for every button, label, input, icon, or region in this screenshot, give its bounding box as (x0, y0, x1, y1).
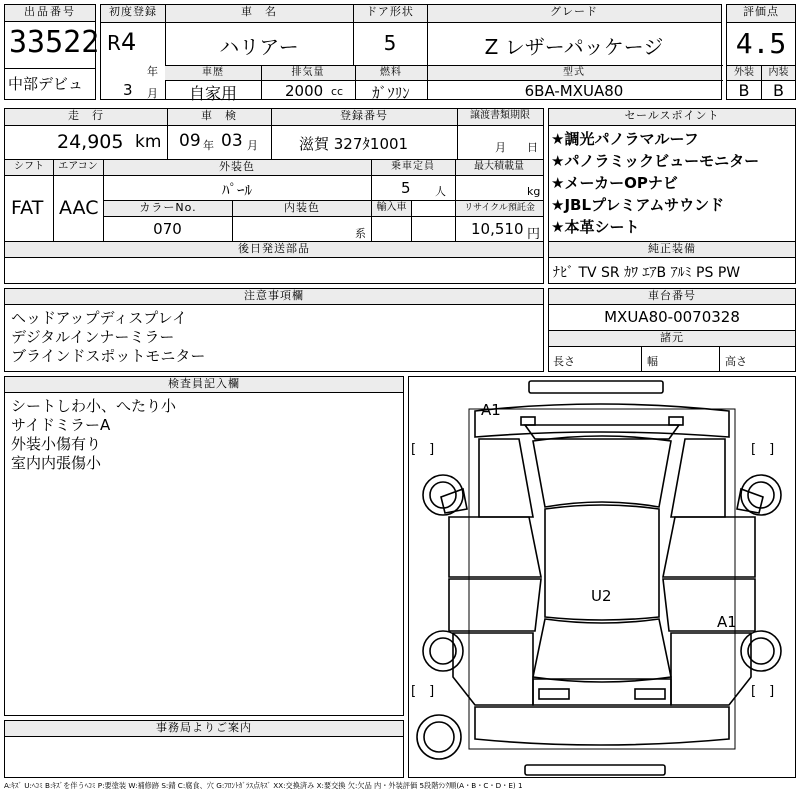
model-code: 6BA-MXUA80 (524, 82, 624, 100)
max-load-unit: kg (527, 185, 541, 198)
mileage-label: 走 行 (5, 109, 167, 125)
displacement-unit: cc (331, 85, 344, 98)
color-no-label: カラーNo. (104, 201, 232, 216)
exterior-grade: B (738, 81, 750, 100)
chassis-number: MXUA80-0070328 (604, 308, 740, 326)
damage-mark-u2: U2 (591, 587, 612, 605)
venue: 中部デビュ (8, 75, 84, 93)
reg-no-label: 登録番号 (271, 109, 457, 125)
recycle: 10,510 (471, 220, 524, 238)
damage-mark-a1-front: A1 (481, 401, 501, 419)
color: ﾊﾟｰﾙ (221, 181, 252, 199)
length-label: 長さ (553, 355, 575, 368)
office-box (4, 720, 404, 778)
sales-point-item: ★JBLプレミアムサウンド (551, 196, 725, 214)
inspector-line: 室内内張傷小 (11, 454, 102, 472)
door-label: ドア形状 (353, 5, 427, 22)
sales-points-label: セールスポイント (549, 109, 795, 125)
capacity-label: 乗車定員 (371, 160, 455, 175)
fuel-label: 燃料 (355, 66, 427, 80)
legend: A:ｷｽﾞ U:ﾍｺﾐ B:ｷｽﾞを伴うﾍｺﾐ P:要塗装 W:補修跡 S:錆 C:腐食、穴 G:ﾌﾛﾝﾄｶﾞﾗｽ点ｷｽﾞ XX:交換済み X:要交換 欠:欠品 内・外装評価 5段階ﾗﾝｸ順(A・B・C・D・E) 1 (4, 781, 523, 790)
chassis-box (548, 288, 796, 372)
ac: AAC (59, 197, 99, 219)
era: R (107, 31, 121, 55)
inspection-year: 09 (179, 131, 201, 151)
car-diagram-box (408, 376, 796, 778)
score-label: 評価点 (727, 5, 795, 22)
equipment: ﾅﾋﾞ TV SR ｶﾜ ｴｱB ｱﾙﾐ PS PW (553, 265, 741, 281)
note-line: デジタルインナーミラー (11, 328, 175, 346)
max-load-label: 最大積載量 (455, 160, 543, 175)
office-label: 事務局よりご案内 (5, 721, 403, 736)
notes-box (4, 288, 544, 372)
recycle-unit: 円 (527, 227, 541, 242)
reg-no: 滋賀 327ﾀ1001 (299, 135, 409, 153)
history: 自家用 (188, 84, 237, 103)
lot-no-label: 出品番号 (5, 5, 95, 22)
bracket-right-front: [ ] (751, 442, 775, 457)
displacement-label: 排気量 (261, 66, 355, 80)
month-unit: 月 (147, 87, 158, 100)
sales-points-list (551, 128, 759, 238)
inspector-line: サイドミラーA (11, 416, 111, 434)
sales-point-item: ★メーカーOPナビ (551, 174, 678, 192)
sales-points-box (548, 108, 796, 284)
inspection-year-unit: 年 (203, 139, 214, 152)
fuel: ｶﾞｿﾘﾝ (372, 84, 410, 102)
inspection-label: 車 検 (167, 109, 271, 125)
transfer-month-unit: 月 (495, 141, 506, 154)
bracket-left-front: [ ] (411, 442, 435, 457)
sales-point-item: ★本革シート (551, 218, 640, 236)
grade: Z レザーパッケージ (484, 35, 664, 59)
displacement: 2000 (285, 82, 324, 100)
bracket-left-rear: [ ] (411, 684, 435, 699)
note-line: ブラインドスポットモニター (11, 347, 206, 365)
color-no: 070 (153, 220, 182, 238)
mileage-unit: km (135, 132, 162, 152)
car-diagram (409, 377, 795, 777)
damage-mark-a1-rear: A1 (717, 613, 737, 631)
import-label: 輸入車 (372, 201, 411, 216)
dims-label: 諸元 (549, 331, 795, 346)
exterior-label: 外装 (727, 66, 761, 80)
lot-box (4, 4, 100, 100)
shipping-label: 後日発送部品 (5, 242, 543, 257)
width-label: 幅 (647, 355, 658, 368)
main-header-box (100, 4, 722, 103)
car-name-label: 車 名 (165, 5, 353, 22)
chassis-label: 車台番号 (549, 289, 795, 304)
interior-color-label: 内装色 (233, 201, 371, 216)
details-box (4, 108, 544, 284)
lot-no: 33522 (9, 25, 100, 60)
grade-label: グレード (427, 5, 721, 22)
capacity-unit: 人 (435, 185, 446, 198)
transfer-day-unit: 日 (527, 141, 538, 154)
inspector-box (4, 376, 404, 716)
model-code-label: 型式 (427, 66, 721, 80)
inspection-month: 03 (221, 131, 243, 151)
capacity: 5 (401, 179, 411, 197)
interior-grade: B (773, 81, 784, 100)
note-line: ヘッドアップディスプレイ (11, 309, 187, 327)
inspection-month-unit: 月 (247, 139, 258, 152)
recycle-label: リサイクル預託金 (456, 201, 543, 216)
notes-label: 注意事項欄 (5, 289, 543, 304)
doors: 5 (383, 31, 397, 55)
transfer-label: 譲渡書類期限 (457, 109, 543, 125)
score: 4.5 (735, 27, 787, 60)
first-reg-year: 4 (121, 28, 137, 56)
inspector-line: シートしわ小、へたり小 (11, 397, 177, 415)
sales-point-item: ★調光パノラマルーフ (551, 130, 699, 148)
first-reg-month: 3 (123, 81, 133, 99)
history-label: 車歴 (165, 66, 261, 80)
first-reg-label: 初度登録 (101, 5, 165, 22)
year-unit: 年 (147, 65, 158, 78)
mileage: 24,905 (57, 131, 124, 153)
height-label: 高さ (725, 355, 747, 368)
shift: FAT (11, 197, 44, 219)
score-box (726, 4, 796, 100)
sales-point-item: ★パノラミックビューモニター (551, 152, 760, 170)
ac-label: エアコン (53, 160, 103, 175)
bracket-right-rear: [ ] (751, 684, 775, 699)
inspector-label: 検査員記入欄 (5, 377, 403, 392)
inspector-line: 外装小傷有り (11, 435, 102, 453)
car-name: ハリアー (219, 35, 299, 59)
interior-label: 内装 (762, 66, 795, 80)
shift-label: シフト (5, 160, 53, 175)
color-label: 外装色 (103, 160, 371, 175)
equipment-label: 純正装備 (549, 242, 795, 257)
interior-color-unit: 系 (355, 227, 366, 240)
